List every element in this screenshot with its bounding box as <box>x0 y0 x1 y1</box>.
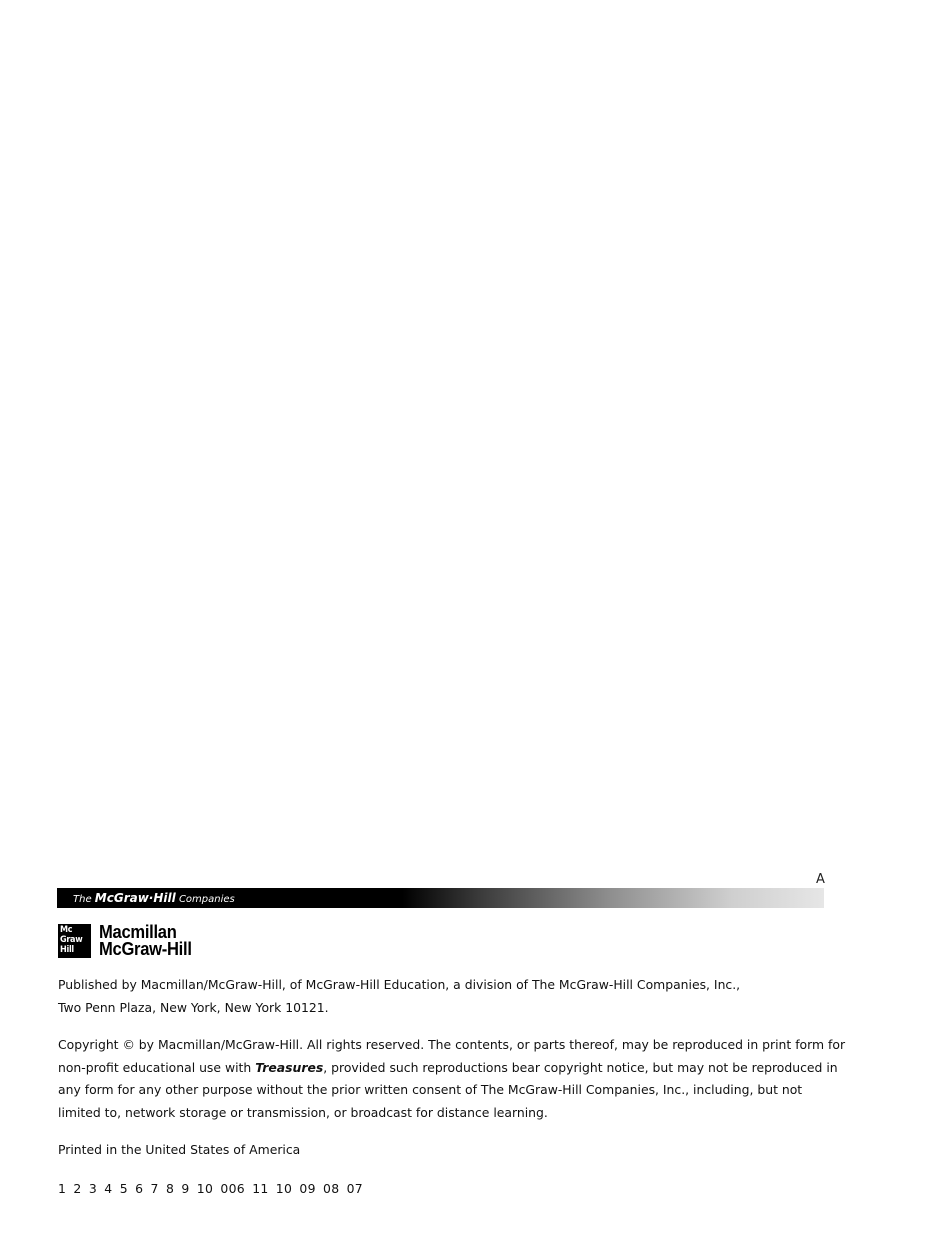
copyright-notice <box>58 1034 848 1124</box>
logo-name-line-2: McGraw-Hill <box>99 939 192 959</box>
publisher-statement <box>58 974 848 1019</box>
publisher-line-2: Two Penn Plaza, New York, New York 10121. <box>58 999 329 1015</box>
printed-in-statement: Printed in the United States of America <box>58 1142 301 1157</box>
mcgraw-hill-companies-banner <box>57 888 824 908</box>
logo-name-line-1: Macmillan <box>99 922 177 942</box>
logo-mark-line-3: Hill <box>60 945 74 955</box>
mcgraw-hill-logo-icon <box>58 924 91 958</box>
publisher-line-1: Published by Macmillan/McGraw-Hill, of McGraw-Hill Education, a division of The McGraw-Hill Companies, Inc., <box>58 977 741 992</box>
logo-mark-line-1: Mc <box>60 925 73 935</box>
copyright-text-1: Copyright © by Macmillan/McGraw-Hill. All rights reserved. The contents, or parts thereof, may be reproduced in print form for non-profit educational use with <box>58 1037 846 1075</box>
logo-wordmark <box>99 924 192 958</box>
banner-suffix: Companies <box>178 894 235 905</box>
macmillan-mcgraw-hill-logo <box>58 923 200 959</box>
page-marker-letter: A <box>816 872 825 887</box>
program-title: Treasures <box>255 1059 324 1075</box>
banner-text <box>73 890 235 908</box>
logo-mark-line-2: Graw <box>60 935 83 945</box>
banner-brand: McGraw·Hill <box>94 891 176 905</box>
print-number-line: 1 2 3 4 5 6 7 8 9 10 006 11 10 09 08 07 <box>58 1181 363 1196</box>
banner-prefix: The <box>73 894 92 905</box>
copyright-text-2: , provided such reproductions bear copyright notice, but may not be reproduced in any form for any other purpose without the prior written consent of The McGraw-Hill Companies, Inc., including, but not limited to, network storage or transmission, or broadcast for distance learning. <box>58 1059 838 1120</box>
